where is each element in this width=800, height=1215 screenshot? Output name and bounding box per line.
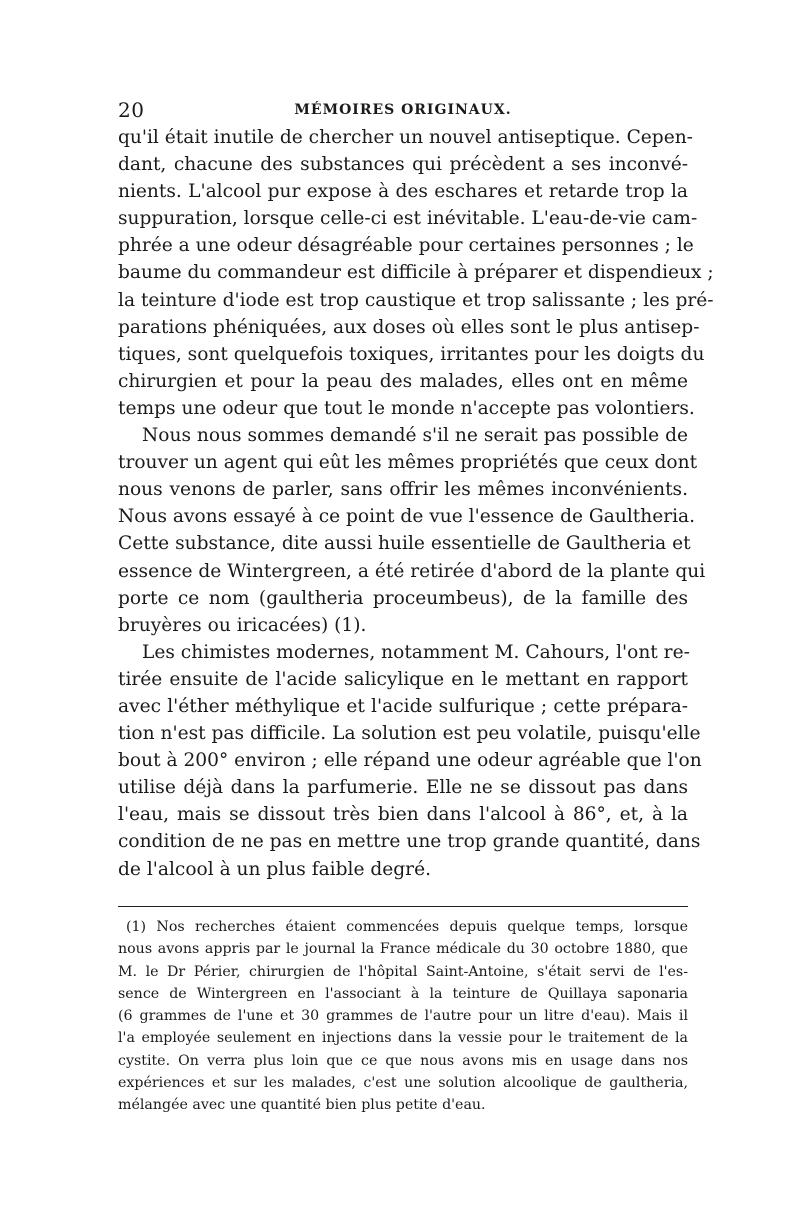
body-line: nous venons de parler, sans offrir les mêmes inconvénients. <box>118 479 688 501</box>
body-line: tion n'est pas difficile. La solution est peu volatile, puisqu'elle <box>118 723 701 745</box>
body-line: l'eau, mais se dissout très bien dans l'alcool à 86°, et, à la <box>118 804 688 826</box>
body-line: porte ce nom (gaultheria proceumbeus), de la famille des <box>118 587 688 609</box>
body-line: essence de Wintergreen, a été retirée d'abord de la plante qui <box>118 560 706 582</box>
body-line: chirurgien et pour la peau des malades, elles ont en même <box>118 370 688 392</box>
body-line: bruyères ou iricacées) (1). <box>118 614 367 636</box>
body-line: utilise déjà dans la parfumerie. Elle ne se dissout pas dans <box>118 777 688 799</box>
body-line: Les chimistes modernes, notamment M. Cahours, l'ont re- <box>142 641 690 663</box>
body-line: nients. L'alcool pur expose à des eschares et retarde trop la <box>118 181 688 203</box>
body-line: tirée ensuite de l'acide salicylique en le mettant en rapport <box>118 668 688 690</box>
footnote-line: (6 grammes de l'une et 30 grammes de l'autre pour un litre d'eau). Mais il <box>118 1008 688 1025</box>
body-line: condition de ne pas en mettre une trop grande quantité, dans <box>118 831 701 853</box>
body-line: Cette substance, dite aussi huile essentielle de Gaultheria et <box>118 533 691 555</box>
body-line: tiques, sont quelquefois toxiques, irritantes pour les doigts du <box>118 343 705 365</box>
footnote-line: l'a employée seulement en injections dans la vessie pour le traitement de la <box>118 1030 688 1047</box>
footnote-divider <box>118 906 688 907</box>
body-line: temps une odeur que tout le monde n'accepte pas volontiers. <box>118 397 695 419</box>
footnote <box>118 916 688 1117</box>
body-text <box>118 124 714 883</box>
body-line: avec l'éther méthylique et l'acide sulfurique ; cette prépara- <box>118 695 688 717</box>
body-line: trouver un agent qui eût les mêmes propriétés que ceux dont <box>118 452 698 474</box>
page-header <box>118 98 688 122</box>
footnote-line: expériences et sur les malades, c'est une solution alcoolique de gaultheria, <box>118 1075 688 1092</box>
body-line: bout à 200° environ ; elle répand une odeur agréable que l'on <box>118 750 702 772</box>
footnote-line: mélangée avec une quantité bien plus petite d'eau. <box>118 1097 486 1114</box>
body-line: de l'alcool à un plus faible degré. <box>118 858 431 880</box>
body-line: suppuration, lorsque celle-ci est inévitable. L'eau-de-vie cam- <box>118 208 698 230</box>
footnote-line: (1) Nos recherches étaient commencées depuis quelque temps, lorsque <box>126 919 688 935</box>
footnote-line: nous avons appris par le journal la France médicale du 30 octobre 1880, que <box>118 941 688 958</box>
body-line: dant, chacune des substances qui précèdent a ses inconvé- <box>118 154 688 176</box>
body-line: Nous avons essayé à ce point de vue l'essence de Gaultheria. <box>118 506 696 528</box>
body-line: qu'il était inutile de chercher un nouvel antiseptique. Cepen- <box>118 127 693 148</box>
body-line: la teinture d'iode est trop caustique et trop salissante ; les pré- <box>118 289 714 311</box>
running-title: MÉMOIRES ORIGINAUX. <box>294 102 512 118</box>
footnote-line: sence de Wintergreen en l'associant à la teinture de Quillaya saponaria <box>118 985 688 1002</box>
body-line: parations phéniquées, aux doses où elles sont le plus antisep- <box>118 316 700 338</box>
footnote-line: cystite. On verra plus loin que ce que nous avons mis en usage dans nos <box>118 1052 688 1069</box>
body-line: phrée a une odeur désagréable pour certaines personnes ; le <box>118 235 694 257</box>
body-line: baume du commandeur est difficile à préparer et dispendieux ; <box>118 262 714 284</box>
page-number: 20 <box>118 98 145 122</box>
body-line: Nous nous sommes demandé s'il ne serait pas possible de <box>142 425 688 447</box>
footnote-line: M. le Dr Périer, chirurgien de l'hôpital Saint-Antoine, s'était servi de l'es- <box>118 963 688 980</box>
